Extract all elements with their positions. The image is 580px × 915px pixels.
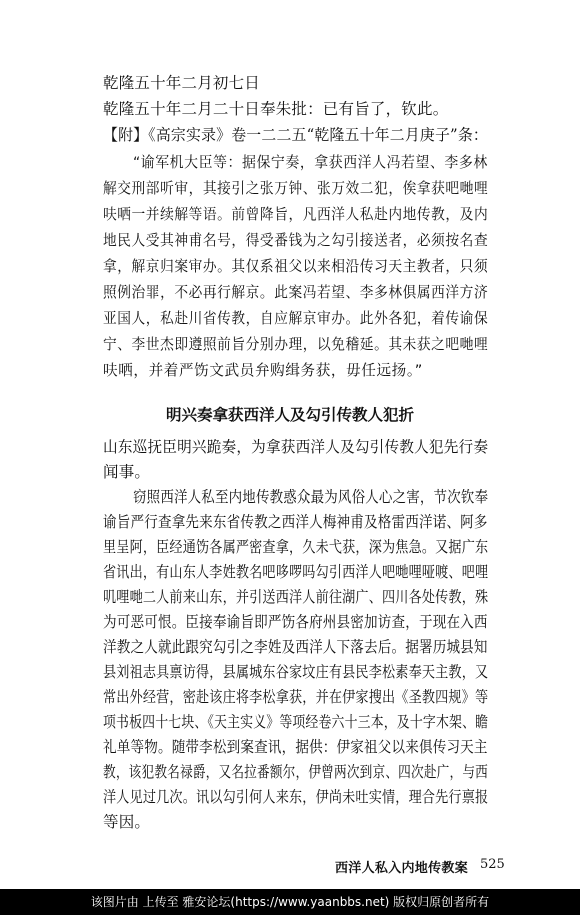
quote-line: 宁、李世杰即遵照前旨分别办理，以免稽延。其未获之吧哋哩 [103,336,489,353]
quote-line: 呋哂一并续解等语。前曾降旨，凡西洋人私赴内地传教，及内 [103,206,489,223]
body-line: 里呈阿，臣经通饬各属严密查拿，久未弋获，深为焦急。又据广东 [103,538,489,556]
body-line: 省讯出，有山东人李姓教名吧哆啰吗勾引西洋人吧哋哩哑喥、吧哩 [103,563,489,581]
quote-line: 照例治罪，不必再行解京。此案冯若望、李多林俱属西洋方济 [103,284,489,301]
body-line: 常出外经营，密赴该庄将李松拿获，并在伊家搜出《圣教四规》等 [103,688,489,706]
watermark-bar: 该图片由 上传至 雅安论坛(https://www.yaanbbs.net) 版权归原创者所有 [0,889,580,915]
quote-line: 解交刑部听审，其接引之张万钟、张万效二犯，俟拿获吧哋哩 [103,180,489,197]
section-heading: 明兴奏拿获西洋人及勾引传教人犯折 [165,406,414,424]
quote-line: “谕军机大臣等：据保宁奏，拿获西洋人冯若望、李多林 [133,154,488,171]
quote-line: 亚国人，私赴川省传教，自应解京审办。此外各犯，着传谕保 [103,310,489,327]
page-number: 525 [480,857,505,872]
body-line: 洋人见过几次。讯以勾引何人来东，伊尚未吐实情，理合先行禀报 [103,788,489,806]
quote-line: 地民人受其神甫名号，得受番钱为之勾引接送者，必须按名查 [103,232,489,249]
body-line: 项书板四十七块、《天主实义》等项经卷六十三本，及十字木架、瞻 [103,713,489,731]
quote-line: 拿，解京归案审办。其仅系祖父以来相沿传习天主教者，只须 [103,258,489,275]
appendix-line: 【附】《高宗实录》卷一二二五“乾隆五十年二月庚子”条： [103,126,489,144]
body-line: 窃照西洋人私至内地传教惑众最为风俗人心之害，节次钦奉 [133,488,489,506]
body-line: 闻事。 [103,463,151,481]
body-line: 礼单等物。随带李松到案查讯，据供：伊家祖父以来俱传习天主 [103,738,488,756]
quote-line: 呋哂，并着严饬文武员弁购缉务获，毋任远扬。” [103,362,423,379]
body-line: 谕旨严行查拿先来东省传教之西洋人梅神甫及格雷西洋诺、阿多 [103,513,488,531]
rescript-line: 乾隆五十年二月二十日奉朱批：已有旨了，钦此。 [103,100,449,118]
body-line: 为可恶可恨。臣接奉谕旨即严饬各府州县密加访查，于现在入西 [103,613,488,631]
body-line: 洋教之人就此跟究勾引之李姓及西洋人下落去后。据署历城县知 [103,638,488,656]
body-line: 县刘祖志具禀访得，县属城东谷家坟庄有县民李松素奉天主教，又 [103,663,489,681]
body-line: 叽哩哋二人前来山东，并引送西洋人前往湖广、四川各处传教，殊 [103,588,489,606]
body-line: 等因。 [103,813,151,831]
date-line: 乾隆五十年二月初七日 [103,74,261,92]
running-footer-title: 西洋人私入内地传教案 [335,861,469,876]
body-line: 教，该犯教名禄爵，又名拉番额尔，伊曾两次到京、四次赴广，与西 [103,763,489,781]
body-line: 山东巡抚臣明兴跪奏，为拿获西洋人及勾引传教人犯先行奏 [103,438,489,456]
